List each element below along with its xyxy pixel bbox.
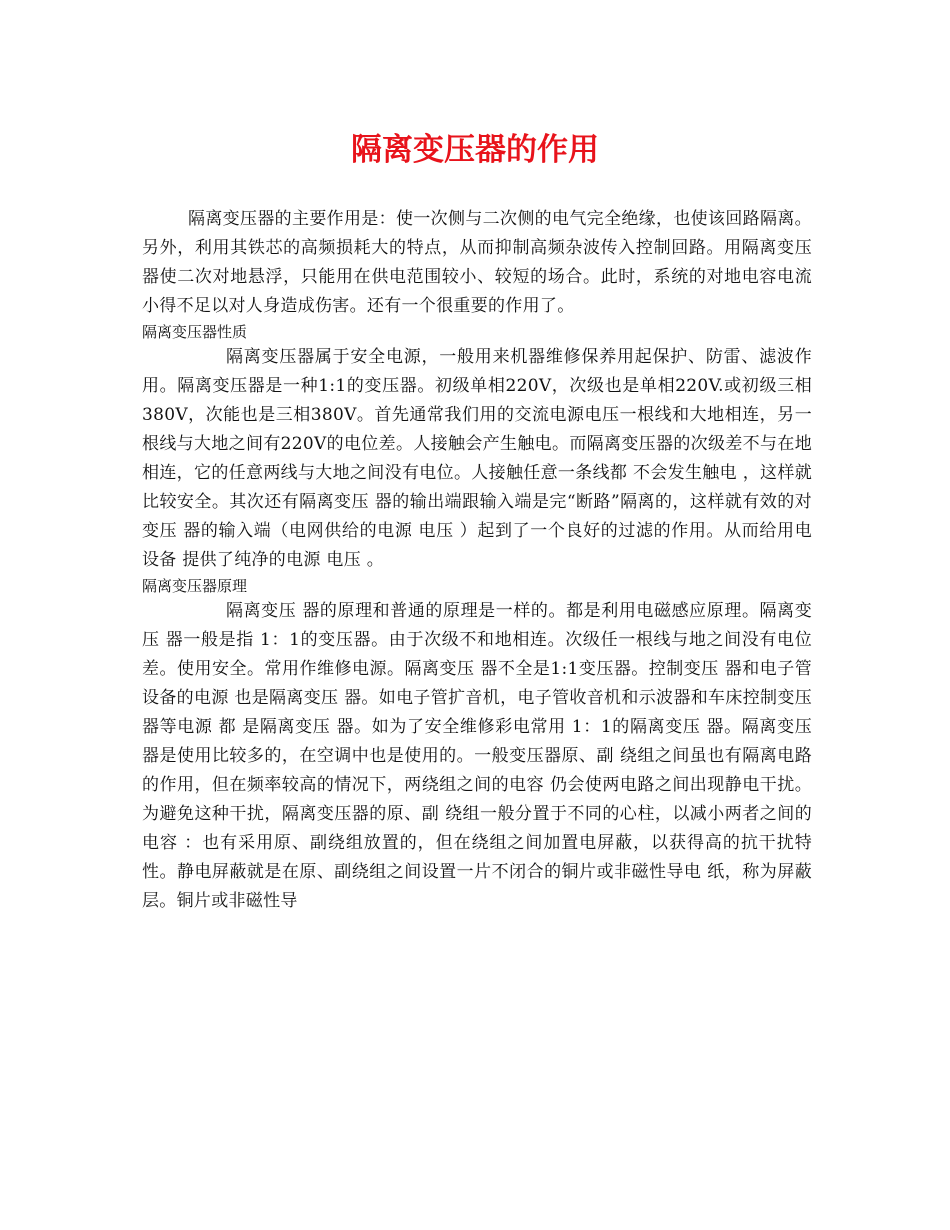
section-heading-principle: 隔离变压器原理	[142, 577, 248, 595]
section-heading-properties: 隔离变压器性质	[142, 323, 248, 341]
intro-paragraph: 隔离变压器的主要作用是：使一次侧与二次侧的电气完全绝缘，也使该回路隔离。另外，利用其铁芯的高频损耗大的特点，从而抑制高频杂波传入控制回路。用隔离变压器使二次对地悬浮，只能用在供电范围较小、较短的场合。此时，系统的对地电容电流小得不足以对人身造成伤害。还有一个很重要的作用了。	[142, 209, 812, 316]
principle-paragraph: 隔离变压 器的原理和普通的原理是一样的。都是利用电磁感应原理。隔离变压 器一般是指 1：1的变压器。由于次级不和地相连。次级任一根线与地之间没有电位差。使用安全。常用作维修电源。隔离变压 器不全是1:1变压器。控制变压 器和电子管设备的电源 也是隔离变压 器。如电子管扩音机，电子管收音机和示波器和车床控制变压器等电源 都 是隔离变压 器。如为了安全维修彩电常用 1：1的隔离变压 器。隔离变压 器是使用比较多的，在空调中也是使用的。一般变压器原、副 绕组之间虽也有隔离电路的作用，但在频率较高的情况下，两绕组之间的电容 仍会使两电路之间出现静电干扰。为避免这种干扰，隔离变压器的原、副 绕组一般分置于不同的心柱，以减小两者之间的电容 ：也有采用原、副绕组放置的，但在绕组之间加置电屏蔽，以获得高的抗干扰特性。静电屏蔽就是在原、副绕组之间设置一片不闭合的铜片或非磁性导电 纸，称为屏蔽层。铜片或非磁性导	[142, 601, 812, 911]
document-body	[142, 205, 812, 916]
properties-paragraph: 隔离变压器属于安全电源，一般用来机器维修保养用起保护、防雷、滤波作用。隔离变压器是一种1:1的变压器。初级单相220V，次级也是单相220V.或初级三相380V，次能也是三相380V。首先通常我们用的交流电源电压一根线和大地相连，另一根线与大地之间有220V的电位差。人接触会产生触电。而隔离变压器的次级差不与在地相连，它的任意两线与大地之间没有电位。人接触任意一条线都 不会发生触电 ，这样就比较安全。其次还有隔离变压 器的输出端跟输入端是完“断路”隔离的，这样就有效的对变压 器的输入端（电网供给的电源 电压 ）起到了一个良好的过滤的作用。从而给用电设备 提供了纯净的电源 电压 。	[142, 347, 812, 570]
document-title: 隔离变压器的作用	[351, 132, 599, 168]
